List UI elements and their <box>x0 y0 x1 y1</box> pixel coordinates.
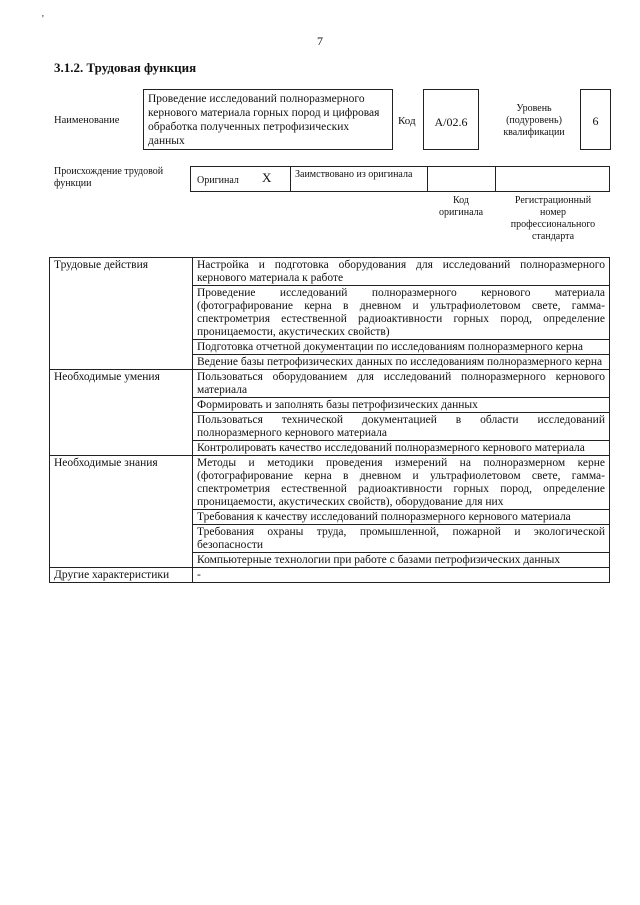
table-cell: Методы и методики проведения измерений на полноразмерном керне (фотографирование керна в дневном и ультрафиолетовом свете, гамма-спектрометрия естественной радиоактивности горных пород, определение проницаемости, акустических свойств), оборудование для них <box>193 456 610 510</box>
reg-number-label: Регистрационный номер профессионального стандарта <box>510 195 596 242</box>
borrowed-cell <box>290 166 428 192</box>
table-row <box>50 370 610 398</box>
table-row <box>50 568 610 583</box>
code-original-cell <box>427 166 496 192</box>
page-number: 7 <box>317 34 323 48</box>
table-cell: Настройка и подготовка оборудования для исследований полноразмерного кернового материала к работе <box>193 258 610 286</box>
table-row <box>50 456 610 510</box>
function-name-box <box>143 89 393 150</box>
section-title: 3.1.2. Трудовая функция <box>54 60 197 75</box>
code-original-label: Код оригинала <box>438 195 484 218</box>
level-label: Уровень (подуровень) квалификации <box>503 103 565 138</box>
table-cell: Проведение исследований полноразмерного кернового материала (фотографирование керна в дневном и ультрафиолетовом свете, гамма-спектрометрия естественной радиоактивности горных пород, определение проницаемости, акустических свойств) <box>193 286 610 340</box>
original-label: Оригинал <box>197 175 239 186</box>
table-cell: Пользоваться технической документацией в области исследований полноразмерного кернового материала <box>193 413 610 441</box>
original-cell <box>190 166 291 192</box>
function-name-value: Проведение исследований полноразмерного кернового материала горных пород и цифровая обработка полученных петрофизических данных <box>148 93 380 147</box>
original-mark: X <box>262 170 272 185</box>
table-cell: Ведение базы петрофизических данных по исследованиям полноразмерного керна <box>193 355 610 370</box>
category-required-knowledge: Необходимые знания <box>50 456 193 568</box>
table-cell: Подготовка отчетной документации по исследованиям полноразмерного керна <box>193 340 610 355</box>
category-required-skills: Необходимые умения <box>50 370 193 456</box>
name-label: Наименование <box>54 115 120 126</box>
table-cell: Формировать и заполнять базы петрофизических данных <box>193 398 610 413</box>
table-row <box>50 258 610 286</box>
borrowed-label: Заимствовано из оригинала <box>295 169 413 180</box>
table-cell: Компьютерные технологии при работе с базами петрофизических данных <box>193 553 610 568</box>
table-cell: - <box>193 568 610 583</box>
category-labor-actions: Трудовые действия <box>50 258 193 370</box>
reg-number-cell <box>495 166 610 192</box>
level-box <box>580 89 611 150</box>
code-value: А/02.6 <box>434 115 468 129</box>
table-cell: Требования охраны труда, промышленной, пожарной и экологической безопасности <box>193 525 610 553</box>
table-cell: Контролировать качество исследований полноразмерного кернового материала <box>193 441 610 456</box>
category-other-characteristics: Другие характеристики <box>50 568 193 583</box>
table-cell: Требования к качеству исследований полноразмерного кернового материала <box>193 510 610 525</box>
scan-mark: ' <box>42 14 44 25</box>
function-table <box>49 257 610 583</box>
table-cell: Пользоваться оборудованием для исследований полноразмерного кернового материала <box>193 370 610 398</box>
origin-label: Происхождение трудовой функции <box>54 166 164 189</box>
code-label: Код <box>398 115 416 127</box>
code-box <box>423 89 479 150</box>
level-value: 6 <box>592 114 599 128</box>
